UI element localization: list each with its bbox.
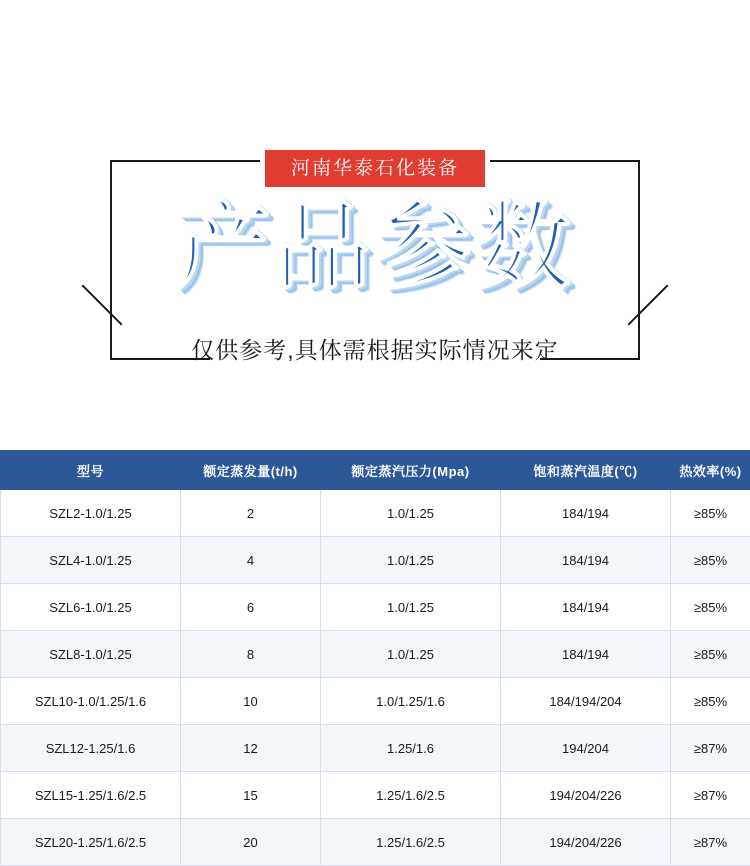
spec-table: [0, 450, 750, 866]
cell-efficiency: ≥85%: [671, 631, 750, 678]
cell-efficiency: ≥87%: [671, 772, 750, 819]
bracket-top-right-line: [490, 160, 640, 162]
cell-efficiency: ≥85%: [671, 490, 750, 537]
bracket-top-left-line: [110, 160, 260, 162]
table-header-row: [1, 451, 750, 490]
table-row: [1, 725, 750, 772]
cell-pressure: 1.0/1.25: [321, 537, 501, 584]
cell-pressure: 1.0/1.25: [321, 631, 501, 678]
cell-temperature: 194/204/226: [501, 819, 671, 866]
cell-temperature: 194/204/226: [501, 772, 671, 819]
spec-table-container: [0, 450, 750, 866]
column-header-rated-evaporation: 额定蒸发量(t/h): [181, 451, 321, 490]
cell-pressure: 1.25/1.6/2.5: [321, 819, 501, 866]
cell-model: SZL4-1.0/1.25: [1, 537, 181, 584]
cell-efficiency: ≥85%: [671, 584, 750, 631]
cell-pressure: 1.25/1.6/2.5: [321, 772, 501, 819]
cell-evaporation: 4: [181, 537, 321, 584]
cell-temperature: 184/194: [501, 584, 671, 631]
cell-model: SZL12-1.25/1.6: [1, 725, 181, 772]
cell-model: SZL10-1.0/1.25/1.6: [1, 678, 181, 725]
table-row: [1, 631, 750, 678]
table-row: [1, 678, 750, 725]
cell-evaporation: 8: [181, 631, 321, 678]
cell-evaporation: 2: [181, 490, 321, 537]
cell-model: SZL6-1.0/1.25: [1, 584, 181, 631]
cell-evaporation: 12: [181, 725, 321, 772]
cell-evaporation: 10: [181, 678, 321, 725]
cell-efficiency: ≥85%: [671, 678, 750, 725]
cell-model: SZL20-1.25/1.6/2.5: [1, 819, 181, 866]
cell-evaporation: 6: [181, 584, 321, 631]
column-header-thermal-efficiency: 热效率(%): [671, 451, 750, 490]
cell-evaporation: 20: [181, 819, 321, 866]
cell-temperature: 184/194/204: [501, 678, 671, 725]
cell-temperature: 184/194: [501, 537, 671, 584]
banner: [0, 0, 750, 420]
table-row: [1, 537, 750, 584]
cell-pressure: 1.0/1.25/1.6: [321, 678, 501, 725]
cell-model: SZL15-1.25/1.6/2.5: [1, 772, 181, 819]
column-header-rated-steam-pressure: 额定蒸汽压力(Mpa): [321, 451, 501, 490]
cell-efficiency: ≥85%: [671, 537, 750, 584]
column-header-model: 型号: [1, 451, 181, 490]
company-ribbon: 河南华泰石化装备: [265, 150, 485, 187]
table-row: [1, 490, 750, 537]
table-row: [1, 772, 750, 819]
cell-temperature: 184/194: [501, 490, 671, 537]
table-row: [1, 584, 750, 631]
page-subtitle: 仅供参考,具体需根据实际情况来定: [0, 332, 750, 365]
cell-model: SZL2-1.0/1.25: [1, 490, 181, 537]
cell-pressure: 1.0/1.25: [321, 490, 501, 537]
cell-efficiency: ≥87%: [671, 819, 750, 866]
page-title: 产品参数: [0, 195, 750, 301]
column-header-saturated-steam-temperature: 饱和蒸汽温度(℃): [501, 451, 671, 490]
cell-pressure: 1.25/1.6: [321, 725, 501, 772]
cell-efficiency: ≥87%: [671, 725, 750, 772]
cell-model: SZL8-1.0/1.25: [1, 631, 181, 678]
table-row: [1, 819, 750, 866]
cell-evaporation: 15: [181, 772, 321, 819]
cell-pressure: 1.0/1.25: [321, 584, 501, 631]
cell-temperature: 194/204: [501, 725, 671, 772]
cell-temperature: 184/194: [501, 631, 671, 678]
